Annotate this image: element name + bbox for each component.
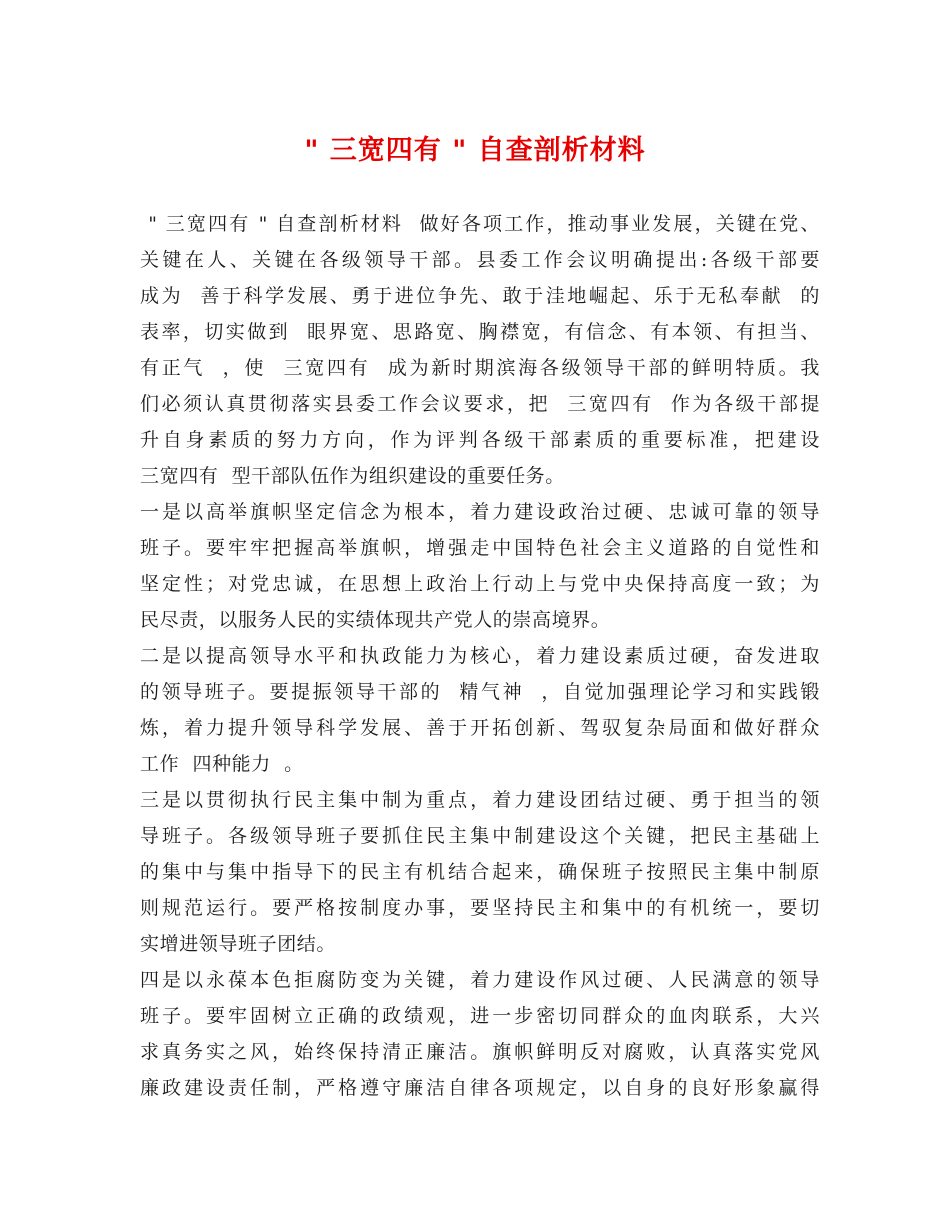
body-line: 们必须认真贯彻落实县委工作会议要求，把 三宽四有 作为各级干部提 xyxy=(140,393,820,415)
body-line: 三是以贯彻执行民主集中制为重点，着力建设团结过硬、勇于担当的领 xyxy=(140,789,820,811)
body-line: 二是以提高领导水平和执政能力为核心，着力建设素质过硬，奋发进取 xyxy=(140,645,820,667)
body-line: 的领导班子。要提振领导干部的 精气神 ，自觉加强理论学习和实践锻 xyxy=(140,681,820,703)
body-line: 廉政建设责任制，严格遵守廉洁自律各项规定，以自身的良好形象赢得 xyxy=(140,1077,820,1099)
body-line: 关键在人、关键在各级领导干部。县委工作会议明确提出:各级干部要 xyxy=(140,249,820,271)
document-body xyxy=(140,206,820,1106)
body-line: 导班子。各级领导班子要抓住民主集中制建设这个关键，把民主基础上 xyxy=(140,825,820,847)
body-line: 班子。要牢牢把握高举旗帜，增强走中国特色社会主义道路的自觉性和 xyxy=(140,537,820,559)
body-line: 的集中与集中指导下的民主有机结合起来，确保班子按照民主集中制原 xyxy=(140,861,820,883)
body-line: 坚定性；对党忠诚，在思想上政治上行动上与党中央保持高度一致；为 xyxy=(140,573,820,595)
body-line: 班子。要牢固树立正确的政绩观，进一步密切同群众的血肉联系，大兴 xyxy=(140,1005,820,1027)
body-line: 炼，着力提升领导科学发展、善于开拓创新、驾驭复杂局面和做好群众 xyxy=(140,717,820,739)
body-line: 则规范运行。要严格按制度办事，要坚持民主和集中的有机统一，要切 xyxy=(140,897,820,919)
body-line: 一是以高举旗帜坚定信念为根本，着力建设政治过硬、忠诚可靠的领导 xyxy=(140,501,820,523)
body-line: 工作 四种能力 。 xyxy=(140,753,304,775)
document-title: " 三宽四有 " 自查剖析材料 xyxy=(304,135,646,166)
body-line: 三宽四有 型干部队伍作为组织建设的重要任务。 xyxy=(140,465,565,487)
body-line: 四是以永葆本色拒腐防变为关键，着力建设作风过硬、人民满意的领导 xyxy=(140,969,820,991)
body-line: 有正气 ，使 三宽四有 成为新时期滨海各级领导干部的鲜明特质。我 xyxy=(140,357,820,379)
body-line: " 三宽四有 " 自查剖析材料 做好各项工作，推动事业发展，关键在党、 xyxy=(140,213,820,235)
body-line: 实增进领导班子团结。 xyxy=(140,933,337,955)
body-line: 升自身素质的努力方向，作为评判各级干部素质的重要标准，把建设 xyxy=(140,429,820,451)
body-line: 民尽责，以服务人民的实绩体现共产党人的崇高境界。 xyxy=(140,609,611,631)
body-line: 成为 善于科学发展、勇于进位争先、敢于洼地崛起、乐于无私奉献 的 xyxy=(140,285,820,307)
body-line: 表率，切实做到 眼界宽、思路宽、胸襟宽，有信念、有本领、有担当、 xyxy=(140,321,820,343)
body-line: 求真务实之风，始终保持清正廉洁。旗帜鲜明反对腐败，认真落实党风 xyxy=(140,1041,820,1063)
